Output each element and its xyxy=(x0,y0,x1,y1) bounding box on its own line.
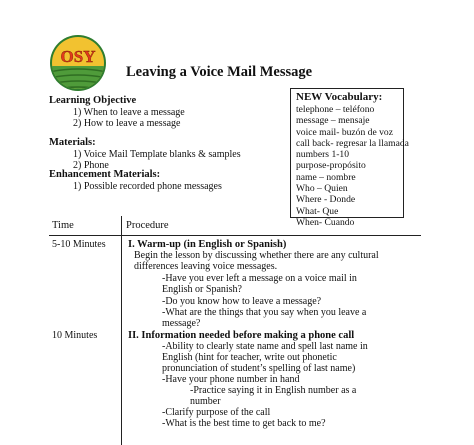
row-heading: I. Warm-up (in English or Spanish) xyxy=(128,239,287,250)
procedure-line: -Have you ever left a message on a voice mail in xyxy=(162,273,357,284)
vocabulary-item: name – nombre xyxy=(296,171,356,183)
procedure-line: differences leaving voice messages. xyxy=(134,261,278,272)
procedure-line: -Ability to clearly state name and spell last name in xyxy=(162,341,368,352)
vocabulary-item: numbers 1-10 xyxy=(296,149,350,161)
objective-heading: Learning Objective xyxy=(49,95,137,106)
vocabulary-box xyxy=(290,88,409,228)
procedure-line: number xyxy=(190,396,221,407)
column-header-time: Time xyxy=(52,220,74,231)
vocabulary-item: voice mail- buzón de voz xyxy=(296,126,393,138)
enhancement-heading: Enhancement Materials: xyxy=(49,169,161,180)
vocabulary-item: Where - Donde xyxy=(296,194,356,206)
vocabulary-item: telephone – teléfono xyxy=(296,104,375,115)
page-title: Leaving a Voice Mail Message xyxy=(126,64,313,80)
procedure-line: -Do you know how to leave a message? xyxy=(162,296,322,307)
enhancement-item: 1) Possible recorded phone messages xyxy=(73,181,222,192)
procedure-line: Begin the lesson by discussing whether there are any cultural xyxy=(134,250,379,261)
vocabulary-heading: NEW Vocabulary: xyxy=(296,91,383,103)
osy-logo xyxy=(49,32,107,94)
procedure-line: message? xyxy=(162,318,201,329)
procedure-line: -Practice saying it in English number as a xyxy=(190,385,357,396)
objective-item: 1) When to leave a message xyxy=(73,107,185,118)
row-heading: II. Information needed before making a phone call xyxy=(128,330,355,341)
procedure-line: -Clarify purpose of the call xyxy=(162,407,271,418)
vocabulary-item: When- Cuando xyxy=(296,216,355,228)
materials-item: 2) Phone xyxy=(73,160,109,171)
procedure-line: -What are the things that you say when you leave a xyxy=(162,307,367,318)
vocabulary-item: Who – Quien xyxy=(296,183,348,195)
materials-heading: Materials: xyxy=(49,137,96,148)
vocabulary-item: message – mensaje xyxy=(296,115,370,127)
row-time: 10 Minutes xyxy=(52,330,98,341)
table-column-rule xyxy=(121,216,122,445)
materials-item: 1) Voice Mail Template blanks & samples xyxy=(73,149,241,160)
procedure-line: -Have your phone number in hand xyxy=(162,374,300,385)
objective-item: 2) How to leave a message xyxy=(73,118,181,129)
procedure-line: English (hint for teacher, write out phonetic xyxy=(162,352,337,363)
procedure-line: -What is the best time to get back to me? xyxy=(162,418,326,429)
row-time: 5-10 Minutes xyxy=(52,239,106,250)
logo-text: OSY xyxy=(60,47,96,66)
vocabulary-item: call back- regresar la llamada xyxy=(296,137,409,149)
procedure-line: pronunciation of student’s spelling of last name) xyxy=(162,363,356,374)
column-header-procedure: Procedure xyxy=(126,220,169,231)
vocabulary-item: What- Que xyxy=(296,205,339,217)
procedure-line: English or Spanish? xyxy=(162,284,242,295)
vocabulary-item: purpose-propósito xyxy=(296,160,366,172)
table-header-rule xyxy=(49,235,421,236)
